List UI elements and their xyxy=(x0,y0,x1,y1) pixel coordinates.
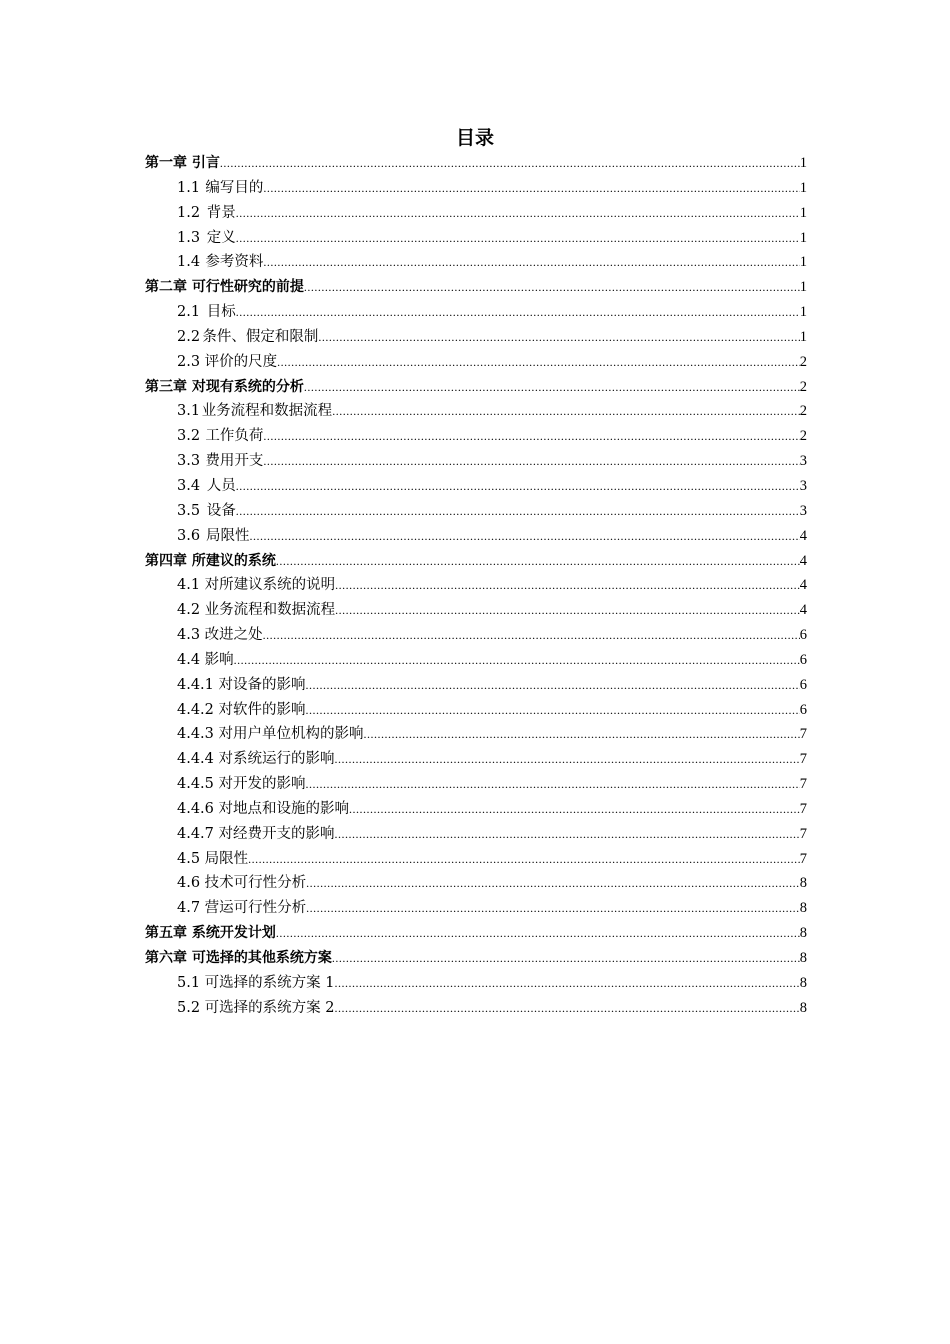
toc-section-entry[interactable] xyxy=(145,399,807,424)
toc-entry-label: 设备 xyxy=(206,502,236,519)
toc-entry-label: 4.6 技术可行性分析 xyxy=(177,875,307,892)
toc-dot-leader xyxy=(335,573,800,598)
toc-section-entry[interactable] xyxy=(145,772,807,797)
toc-page-number: 1 xyxy=(799,229,807,246)
toc-section-entry[interactable] xyxy=(145,250,807,275)
toc-section-entry[interactable] xyxy=(145,325,807,350)
toc-entry-number: 2.1 xyxy=(177,304,201,321)
toc-dot-leader xyxy=(263,424,799,449)
toc-page-number: 2 xyxy=(799,353,807,370)
toc-section-entry[interactable] xyxy=(145,499,807,524)
toc-page-number: 1 xyxy=(799,328,807,345)
toc-page-number: 2 xyxy=(799,428,807,445)
toc-dot-leader xyxy=(263,250,799,275)
toc-dot-leader xyxy=(332,399,800,424)
toc-entry-number: 3.5 xyxy=(177,502,201,519)
toc-section-entry[interactable] xyxy=(145,698,807,723)
toc-entry-label: 人员 xyxy=(206,477,236,494)
toc-entry-label: 4.1 对所建议系统的说明 xyxy=(177,577,336,594)
toc-entry-number: 1.3 xyxy=(177,229,201,246)
toc-section-entry[interactable] xyxy=(145,176,807,201)
toc-dot-leader xyxy=(306,896,800,921)
toc-entry-label: 第六章 可选择的其他系统方案 xyxy=(145,950,332,966)
toc-dot-leader xyxy=(276,921,800,946)
toc-entry-label: 4.4.2 对软件的影响 xyxy=(177,701,306,718)
toc-dot-leader xyxy=(335,822,800,847)
toc-page-number: 6 xyxy=(799,676,807,693)
toc-section-entry[interactable] xyxy=(145,474,807,499)
toc-page-number: 8 xyxy=(799,900,807,917)
toc-entry-label: 定义 xyxy=(206,229,236,246)
toc-section-entry[interactable] xyxy=(145,747,807,772)
toc-dot-leader xyxy=(236,474,800,499)
toc-chapter-entry[interactable] xyxy=(145,921,807,946)
toc-entry-label: 4.2 业务流程和数据流程 xyxy=(177,602,336,619)
toc-chapter-entry[interactable] xyxy=(145,549,807,574)
toc-entry-number: 1.2 xyxy=(177,204,201,221)
toc-dot-leader xyxy=(335,747,800,772)
toc-page-number: 8 xyxy=(799,999,807,1016)
toc-page-number: 1 xyxy=(799,254,807,271)
toc-page-number: 8 xyxy=(799,875,807,892)
toc-list xyxy=(145,151,807,1021)
toc-entry-label: 4.7 营运可行性分析 xyxy=(177,900,307,917)
toc-page-number: 3 xyxy=(799,502,807,519)
toc-section-entry[interactable] xyxy=(145,449,807,474)
toc-section-entry[interactable] xyxy=(145,300,807,325)
toc-entry-label: 参考资料 xyxy=(205,254,264,271)
toc-dot-leader xyxy=(263,623,800,648)
toc-chapter-entry[interactable] xyxy=(145,946,807,971)
toc-title: 目录 xyxy=(455,127,494,149)
toc-entry-label: 目标 xyxy=(206,304,236,321)
toc-page-number: 6 xyxy=(799,627,807,644)
toc-section-entry[interactable] xyxy=(145,797,807,822)
toc-chapter-entry[interactable] xyxy=(145,275,807,300)
toc-section-entry[interactable] xyxy=(145,673,807,698)
toc-page-number: 3 xyxy=(799,453,807,470)
toc-page-number: 7 xyxy=(799,800,807,817)
toc-entry-label: 第四章 所建议的系统 xyxy=(145,552,276,569)
toc-dot-leader xyxy=(220,151,800,176)
toc-entry-label: 4.4 影响 xyxy=(177,651,234,668)
toc-entry-number: 2.2 xyxy=(177,328,201,345)
toc-entry-label: 第二章 可行性研究的前提 xyxy=(145,279,304,296)
toc-page-number: 2 xyxy=(799,403,807,420)
toc-page-number: 7 xyxy=(799,751,807,768)
toc-entry-number: 1.1 xyxy=(177,179,201,196)
toc-page-number: 1 xyxy=(799,279,807,296)
toc-entry-number: 3.3 xyxy=(177,453,201,470)
toc-dot-leader xyxy=(306,871,800,896)
toc-entry-label: 局限性 xyxy=(206,527,250,544)
toc-page-number: 1 xyxy=(799,155,807,171)
toc-dot-leader xyxy=(304,275,800,300)
toc-entry-number: 1.4 xyxy=(177,254,201,271)
toc-entry-label: 业务流程和数据流程 xyxy=(201,403,333,420)
toc-entry-label: 第五章 系统开发计划 xyxy=(145,925,276,942)
toc-dot-leader xyxy=(236,201,800,226)
toc-section-entry[interactable] xyxy=(145,350,807,375)
toc-chapter-entry[interactable] xyxy=(145,375,807,400)
toc-page-number: 8 xyxy=(799,925,807,942)
toc-section-entry[interactable] xyxy=(145,871,807,896)
toc-page-number: 7 xyxy=(799,825,807,842)
toc-dot-leader xyxy=(234,648,800,673)
toc-entry-number: 3.2 xyxy=(177,428,201,445)
toc-section-entry[interactable] xyxy=(145,524,807,549)
toc-entry-label: 4.3 改进之处 xyxy=(177,627,263,644)
toc-entry-label: 条件、假定和限制 xyxy=(202,328,319,345)
toc-dot-leader xyxy=(277,350,800,375)
toc-entry-label: 工作负荷 xyxy=(205,428,264,445)
toc-section-entry[interactable] xyxy=(145,623,807,648)
toc-entry-label: 费用开支 xyxy=(205,453,264,470)
toc-entry-label: 4.4.7 对经费开支的影响 xyxy=(177,825,335,842)
toc-page-number: 7 xyxy=(799,726,807,743)
toc-entry-number: 3.4 xyxy=(177,477,201,494)
toc-dot-leader xyxy=(335,971,800,996)
toc-section-entry[interactable] xyxy=(145,573,807,598)
toc-section-entry[interactable] xyxy=(145,822,807,847)
toc-dot-leader xyxy=(349,797,800,822)
toc-page-number: 3 xyxy=(799,477,807,494)
toc-entry-label: 4.4.3 对用户单位机构的影响 xyxy=(177,726,364,743)
toc-dot-leader xyxy=(335,598,800,623)
toc-section-entry[interactable] xyxy=(145,971,807,996)
toc-page-number: 4 xyxy=(799,577,807,594)
toc-page-number: 8 xyxy=(799,950,807,966)
toc-entry-number: 2.3 xyxy=(177,353,201,370)
toc-page-number: 7 xyxy=(799,850,807,867)
toc-entry-label: 评价的尺度 xyxy=(204,353,278,370)
toc-dot-leader xyxy=(306,698,800,723)
toc-entry-label: 编写目的 xyxy=(205,179,264,196)
toc-page-number: 4 xyxy=(799,527,807,544)
toc-entry-label: 5.2 可选择的系统方案 2 xyxy=(177,999,335,1016)
toc-section-entry[interactable] xyxy=(145,424,807,449)
toc-chapter-entry[interactable] xyxy=(145,151,807,176)
toc-dot-leader xyxy=(335,996,800,1021)
toc-page-number: 4 xyxy=(799,602,807,619)
toc-entry-label: 4.5 局限性 xyxy=(177,850,249,867)
toc-dot-leader xyxy=(276,549,800,574)
toc-dot-leader xyxy=(318,325,799,350)
toc-page-number: 8 xyxy=(799,974,807,991)
toc-dot-leader xyxy=(306,673,800,698)
toc-section-entry[interactable] xyxy=(145,996,807,1021)
toc-page-number: 2 xyxy=(799,378,807,395)
toc-dot-leader xyxy=(332,946,800,971)
toc-dot-leader xyxy=(263,176,799,201)
toc-page-number: 6 xyxy=(799,701,807,718)
toc-entry-number: 3.6 xyxy=(177,527,201,544)
toc-dot-leader xyxy=(236,300,800,325)
toc-dot-leader xyxy=(364,722,800,747)
toc-section-entry[interactable] xyxy=(145,226,807,251)
toc-page-number: 7 xyxy=(799,776,807,793)
toc-page-number: 4 xyxy=(799,552,807,569)
toc-page-number: 1 xyxy=(799,304,807,321)
toc-section-entry[interactable] xyxy=(145,896,807,921)
toc-dot-leader xyxy=(236,226,800,251)
toc-page-number: 1 xyxy=(799,179,807,196)
toc-entry-label: 4.4.4 对系统运行的影响 xyxy=(177,751,335,768)
toc-entry-label: 5.1 可选择的系统方案 1 xyxy=(177,974,335,991)
toc-page-number: 1 xyxy=(799,204,807,221)
toc-section-entry[interactable] xyxy=(145,648,807,673)
toc-dot-leader xyxy=(304,375,800,400)
toc-entry-label: 4.4.1 对设备的影响 xyxy=(177,676,306,693)
toc-section-entry[interactable] xyxy=(145,201,807,226)
toc-entry-number: 3.1 xyxy=(177,403,201,420)
toc-entry-label: 4.4.6 对地点和设施的影响 xyxy=(177,800,350,817)
toc-dot-leader xyxy=(263,449,799,474)
toc-dot-leader xyxy=(306,772,800,797)
toc-entry-label: 第三章 对现有系统的分析 xyxy=(145,378,304,395)
toc-dot-leader xyxy=(248,847,800,872)
toc-entry-label: 背景 xyxy=(206,204,236,221)
toc-entry-label: 4.4.5 对开发的影响 xyxy=(177,776,306,793)
toc-section-entry[interactable] xyxy=(145,598,807,623)
toc-page-number: 6 xyxy=(799,651,807,668)
toc-dot-leader xyxy=(236,499,800,524)
toc-section-entry[interactable] xyxy=(145,847,807,872)
toc-dot-leader xyxy=(250,524,800,549)
toc-entry-label: 第一章 引言 xyxy=(145,155,220,171)
toc-section-entry[interactable] xyxy=(145,722,807,747)
